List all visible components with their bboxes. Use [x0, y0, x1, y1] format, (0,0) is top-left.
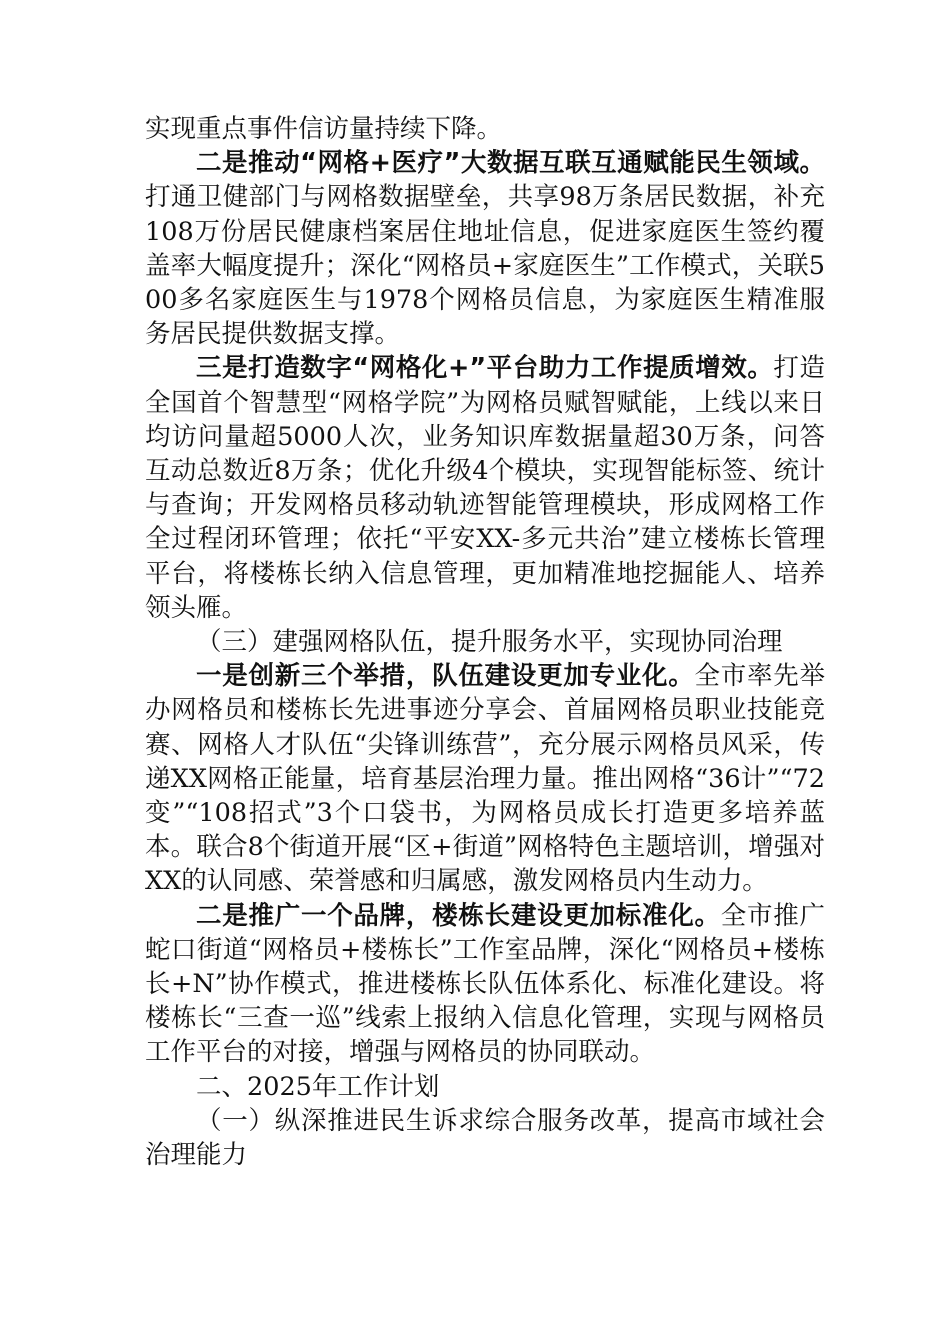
paragraph-text: （三）建强网格队伍，提升服务水平，实现协同治理 [196, 627, 783, 658]
paragraph-5 [145, 659, 825, 898]
paragraph-3 [145, 351, 825, 625]
section-heading-2 [145, 1070, 825, 1104]
paragraph-2 [145, 146, 825, 351]
paragraph-text: 全市率先举办网格员和楼栋长先进事迹分享会、首届网格员职业技能竞赛、网格人才队伍“尖锋训练营”，充分展示网格员风采，传递XX网格正能量，培育基层治理力量。推出网格“36计”“72变”“108招式”3个口袋书，为网格员成长打造更多培养蓝本。联合8个街道开展“区+街道”网格特色主题培训，增强对XX的认同感、荣誉感和归属感，激发网格员内生动力。 [145, 661, 825, 897]
section-heading-3 [145, 625, 825, 659]
paragraph-text: 实现重点事件信访量持续下降。 [145, 114, 503, 144]
paragraph-text: 全市推广蛇口街道“网格员+楼栋长”工作室品牌，深化“网格员+楼栋长+N”协作模式，推进楼栋长队伍体系化、标准化建设。将楼栋长“三查一巡”线索上报纳入信息化管理，实现与网格员工作平台的对接，增强与网格员的协同联动。 [145, 900, 825, 1068]
paragraph-text: 打造全国首个智慧型“网格学院”为网格员赋智赋能，上线以来日均访问量超5000人次，业务知识库数据量超30万条，问答互动总数近8万条；优化升级4个模块，实现智能标签、统计与查询；开发网格员移动轨迹智能管理模块，形成网格工作全过程闭环管理；依托“平安XX-多元共治”建立楼栋长管理平台，将楼栋长纳入信息管理，更加精准地挖掘能人、培养领头雁。 [145, 353, 825, 623]
paragraph-text: 二、2025年工作计划 [196, 1071, 440, 1102]
section-heading-2-1 [145, 1104, 825, 1172]
paragraph-text: （一）纵深推进民生诉求综合服务改革，提高市域社会治理能力 [145, 1105, 825, 1171]
paragraph-heading: 一是创新三个举措，队伍建设更加专业化。 [196, 661, 695, 692]
paragraph-1 [145, 112, 825, 146]
paragraph-text: 打通卫健部门与网格数据壁垒，共享98万条居民数据，补充108万份居民健康档案居住地址信息，促进家庭医生签约覆盖率大幅度提升；深化“网格员+家庭医生”工作模式，关联500多名家庭医生与1978个网格员信息，为家庭医生精准服务居民提供数据支撑。 [145, 182, 825, 350]
paragraph-6 [145, 899, 825, 1070]
paragraph-heading: 二是推广一个品牌，楼栋长建设更加标准化。 [196, 900, 721, 931]
paragraph-heading: 三是打造数字“网格化+”平台助力工作提质增效。 [196, 353, 774, 384]
paragraph-heading: 二是推动“网格+医疗”大数据互联互通赋能民生领域。 [196, 148, 825, 179]
document-page [145, 112, 825, 1172]
